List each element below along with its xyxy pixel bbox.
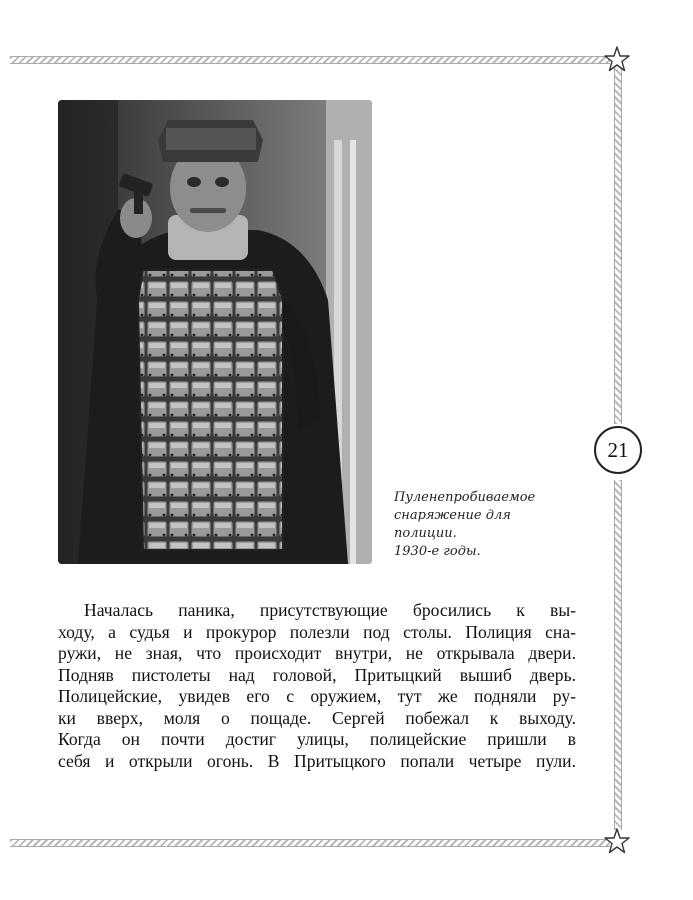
star-icon — [604, 46, 630, 72]
text-line: ходу, а судья и прокурор полезли под столы. Полиция сна- — [58, 621, 576, 642]
historical-photo — [58, 100, 372, 564]
caption-line: 1930-е годы. — [394, 544, 481, 559]
caption-line: Пуленепробиваемое — [394, 490, 536, 505]
text-line: ружи, не зная, что происходит внутри, не открывала двери. — [58, 643, 576, 663]
page-frame-right-lower — [614, 480, 622, 830]
photo-caption — [394, 489, 594, 561]
page-frame-top — [10, 56, 610, 64]
text-line: ки вверх, моля о пощаде. Сергей побежал к выходу. — [58, 707, 576, 728]
text-line: Когда он почти достиг улицы, полицейские пришли в — [58, 729, 576, 749]
text-line: Подняв пистолеты над головой, Притыцкий вышиб дверь. — [58, 664, 576, 685]
body-paragraph — [58, 600, 576, 772]
star-icon — [604, 828, 630, 854]
page-number: 21 — [594, 426, 642, 474]
caption-line: снаряжение для — [394, 508, 511, 523]
man-in-armor-illustration — [58, 100, 372, 564]
text-line: Началась паника, присутствующие бросились к вы- — [84, 600, 576, 620]
page-frame-bottom — [10, 839, 610, 847]
text-line: Полицейские, увидев его с оружием, тут же подняли ру- — [58, 686, 576, 706]
caption-line: полиции. — [394, 526, 457, 541]
page-frame-right-upper — [614, 66, 622, 424]
text-line: себя и открыли огонь. В Притыцкого попали четыре пули. — [58, 750, 576, 771]
